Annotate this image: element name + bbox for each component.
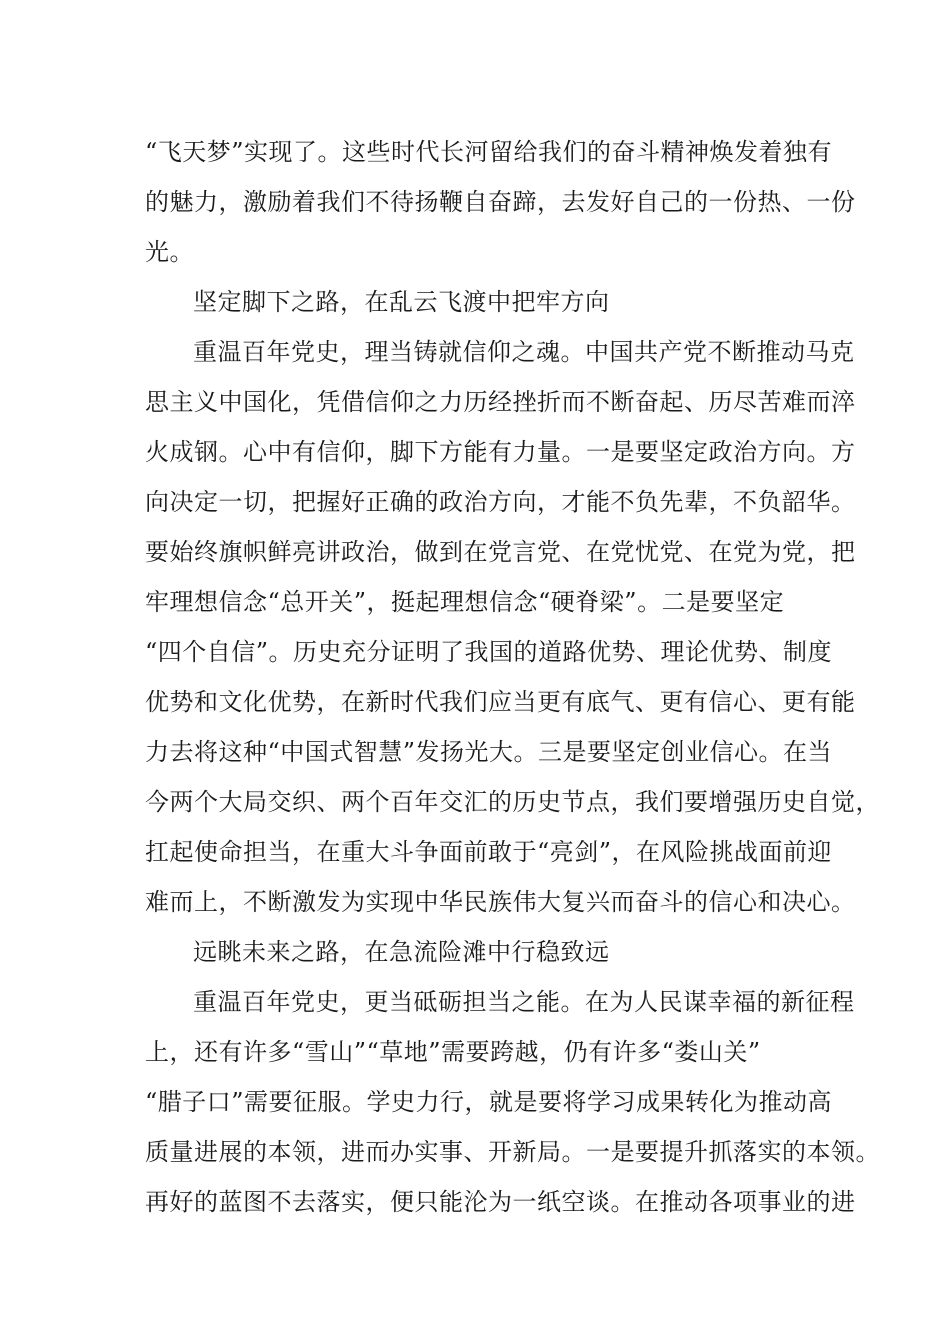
body-text-line: 力去将这种“中国式智慧”发扬光大。三是要坚定创业信心。在当	[145, 738, 833, 766]
body-text-line: “飞天梦”实现了。这些时代长河留给我们的奋斗精神焕发着独有	[145, 138, 833, 166]
body-text-line: 难而上，不断激发为实现中华民族伟大复兴而奋斗的信心和决心。	[145, 888, 856, 916]
body-text-line: 思主义中国化，凭借信仰之力历经挫折而不断奋起、历尽苦难而淬	[145, 388, 856, 416]
body-text-line: 再好的蓝图不去落实，便只能沦为一纸空谈。在推动各项事业的进	[145, 1188, 856, 1216]
body-text-line: 重温百年党史，更当砥砺担当之能。在为人民谋幸福的新征程	[193, 988, 855, 1016]
body-text-line: 向决定一切，把握好正确的政治方向，才能不负先辈，不负韶华。	[145, 488, 856, 516]
body-text-line: 重温百年党史，理当铸就信仰之魂。中国共产党不断推动马克	[193, 338, 855, 366]
body-text-line: 扛起使命担当，在重大斗争面前敢于“亮剑”，在风险挑战面前迎	[145, 838, 833, 866]
body-text-line: 质量进展的本领，进而办实事、开新局。一是要提升抓落实的本领。	[145, 1138, 880, 1166]
body-text-line: 火成钢。心中有信仰，脚下方能有力量。一是要坚定政治方向。方	[145, 438, 856, 466]
body-text-line: 今两个大局交织、两个百年交汇的历史节点，我们要增强历史自觉，	[145, 788, 880, 816]
body-text-line: “腊子口”需要征服。学史力行，就是要将学习成果转化为推动高	[145, 1088, 833, 1116]
body-text-line: 光。	[145, 238, 194, 266]
body-text-line: 牢理想信念“总开关”，挺起理想信念“硬脊梁”。二是要坚定	[145, 588, 785, 616]
section-heading: 远眺未来之路，在急流险滩中行稳致远	[193, 938, 610, 966]
section-heading: 坚定脚下之路，在乱云飞渡中把牢方向	[193, 288, 610, 316]
body-text-line: 要始终旗帜鲜亮讲政治，做到在党言党、在党忧党、在党为党，把	[145, 538, 856, 566]
body-text-line: 的魅力，激励着我们不待扬鞭自奋蹄，去发好自己的一份热、一份	[145, 188, 856, 216]
body-text-line: 优势和文化优势，在新时代我们应当更有底气、更有信心、更有能	[145, 688, 856, 716]
body-text-line: “四个自信”。历史充分证明了我国的道路优势、理论优势、制度	[145, 638, 833, 666]
body-text-line: 上，还有许多“雪山”“草地”需要跨越，仍有许多“娄山关”	[145, 1038, 761, 1066]
